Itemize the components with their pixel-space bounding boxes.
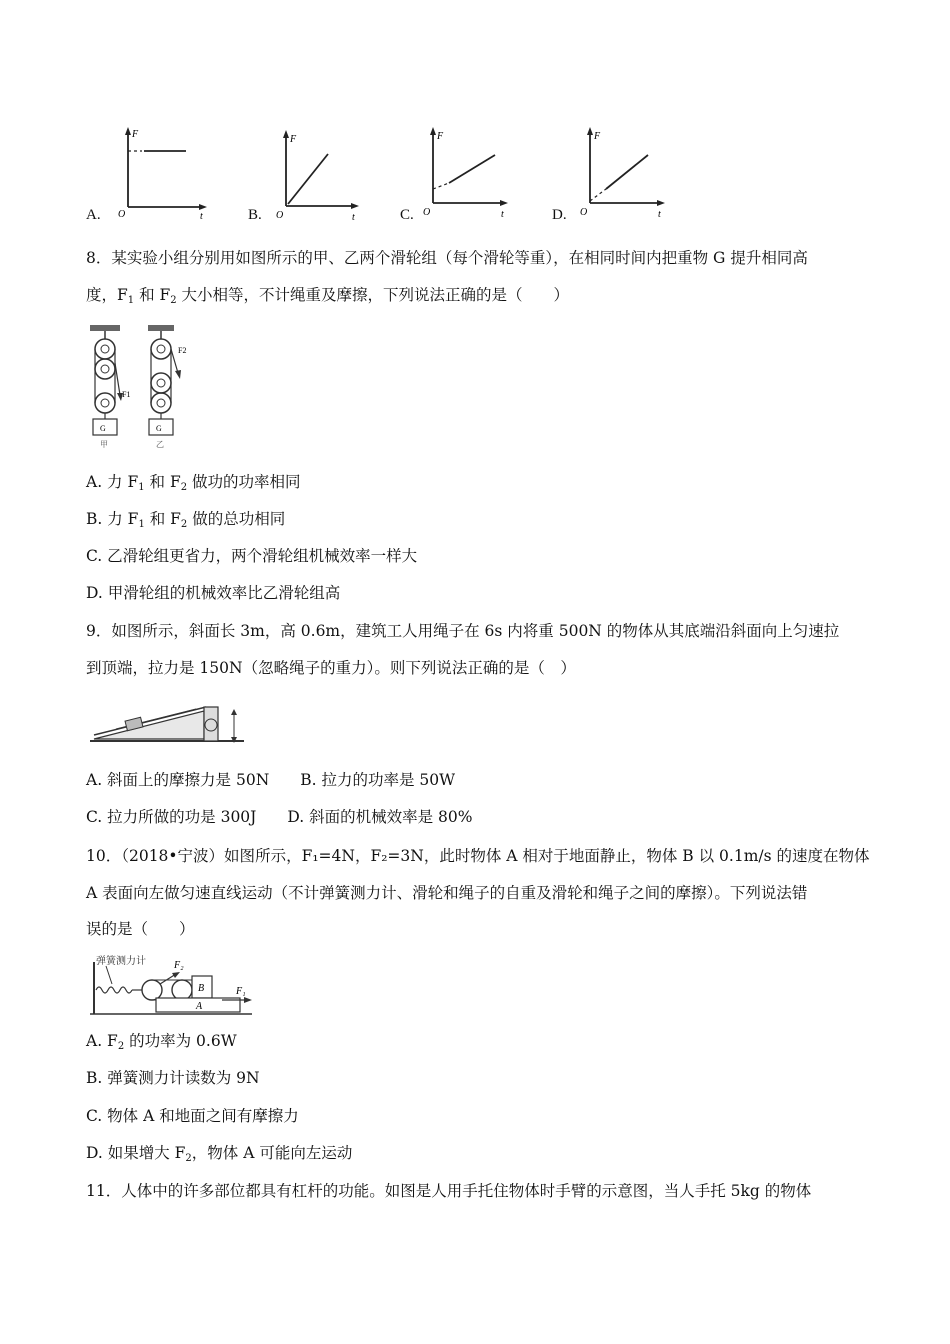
q10-meter-label: 弹簧测力计 <box>96 956 146 967</box>
q10-option-b: B. 弹簧测力计读数为 9N <box>86 1069 260 1087</box>
graph-b-o: O <box>276 210 284 221</box>
graph-c-x: t <box>501 209 504 220</box>
graph-b <box>268 128 368 223</box>
q10-stem-line2: A 表面向左做匀速直线运动（不计弹簧测力计、滑轮和绳子的自重及滑轮和绳子之间的摩擦）。下列说法错 <box>86 884 808 902</box>
q10-block-a: A <box>196 1001 203 1012</box>
graph-d-o: O <box>580 207 588 218</box>
q10-option-c: C. 物体 A 和地面之间有摩擦力 <box>86 1107 299 1125</box>
q10-option-d: D. 如果增大 $F_2$，物体 A 可能向左运动 <box>86 1144 353 1164</box>
q9-options-row2: C. 拉力所做的功是 300J D. 斜面的机械效率是 80% <box>86 808 473 826</box>
graph-a-o: O <box>118 209 126 220</box>
graph-d-x: t <box>658 209 661 220</box>
q8-weight-right: G <box>156 424 162 433</box>
q11-stem-line1: 11．人体中的许多部位都具有杠杆的功能。如图是人用手托住物体时手臂的示意图，当人手托 5kg 的物体 <box>86 1182 812 1200</box>
graph-a-y: F <box>132 129 139 140</box>
q9-options-row1: A. 斜面上的摩擦力是 50N B. 拉力的功率是 50W <box>86 771 456 789</box>
q8-stem-line1: 8．某实验小组分别用如图所示的甲、乙两个滑轮组（每个滑轮等重），在相同时间内把重物 G 提升相同高 <box>86 249 808 267</box>
q8-f1-label: F1 <box>122 390 131 399</box>
q9-incline-figure <box>86 695 251 750</box>
q8-caption-right: 乙 <box>156 440 164 449</box>
graph-c <box>415 125 515 220</box>
q10-block-b: B <box>198 983 205 994</box>
q8-option-b: B. 力 $F_1$ 和 $F_2$ 做的总功相同 <box>86 510 286 530</box>
option-b-label: B. <box>248 207 262 223</box>
q10-option-a: A. $F_2$ 的功率为 0.6W <box>86 1032 237 1052</box>
graph-a <box>110 125 210 220</box>
q8-f2-label: F2 <box>178 346 187 355</box>
q10-stem-line1: 10．（2018•宁波）如图所示，F₁=4N，F₂=3N，此时物体 A 相对于地面静止，物体 B 以 0.1m/s 的速度在物体 <box>86 847 870 865</box>
q8-option-d: D. 甲滑轮组的机械效率比乙滑轮组高 <box>86 584 341 602</box>
graph-d-y: F <box>594 131 601 142</box>
graph-d <box>572 125 672 220</box>
q8-option-c: C. 乙滑轮组更省力，两个滑轮组机械效率一样大 <box>86 547 418 565</box>
graph-c-o: O <box>423 207 431 218</box>
q8-weight-left: G <box>100 424 106 433</box>
option-d-label: D. <box>552 207 567 223</box>
q9-stem-line2: 到顶端，拉力是 150N（忽略绳子的重力）。则下列说法正确的是（ ） <box>86 659 576 677</box>
q8-stem-line2: 度，$F_1$ 和 $F_2$ 大小相等，不计绳重及摩擦，下列说法正确的是（ ） <box>86 286 570 306</box>
option-a-label: A. <box>86 207 101 223</box>
q10-spring-figure <box>86 952 256 1022</box>
option-c-label: C. <box>400 207 414 223</box>
graph-b-x: t <box>352 212 355 223</box>
q10-f2-label: F₂ <box>174 960 184 971</box>
q9-stem-line1: 9．如图所示，斜面长 3m，高 0.6m，建筑工人用绳子在 6s 内将重 500N 的物体从其底端沿斜面向上匀速拉 <box>86 622 840 640</box>
q8-option-a: A. 力 $F_1$ 和 $F_2$ 做功的功率相同 <box>86 473 301 493</box>
q8-caption-left: 甲 <box>100 440 108 449</box>
q10-f1-label: F₁ <box>236 986 246 997</box>
graph-a-x: t <box>200 211 203 222</box>
graph-c-y: F <box>437 131 444 142</box>
q8-pulley-figure <box>86 323 206 453</box>
q10-stem-line3: 误的是（ ） <box>86 920 195 938</box>
graph-b-y: F <box>290 134 297 145</box>
